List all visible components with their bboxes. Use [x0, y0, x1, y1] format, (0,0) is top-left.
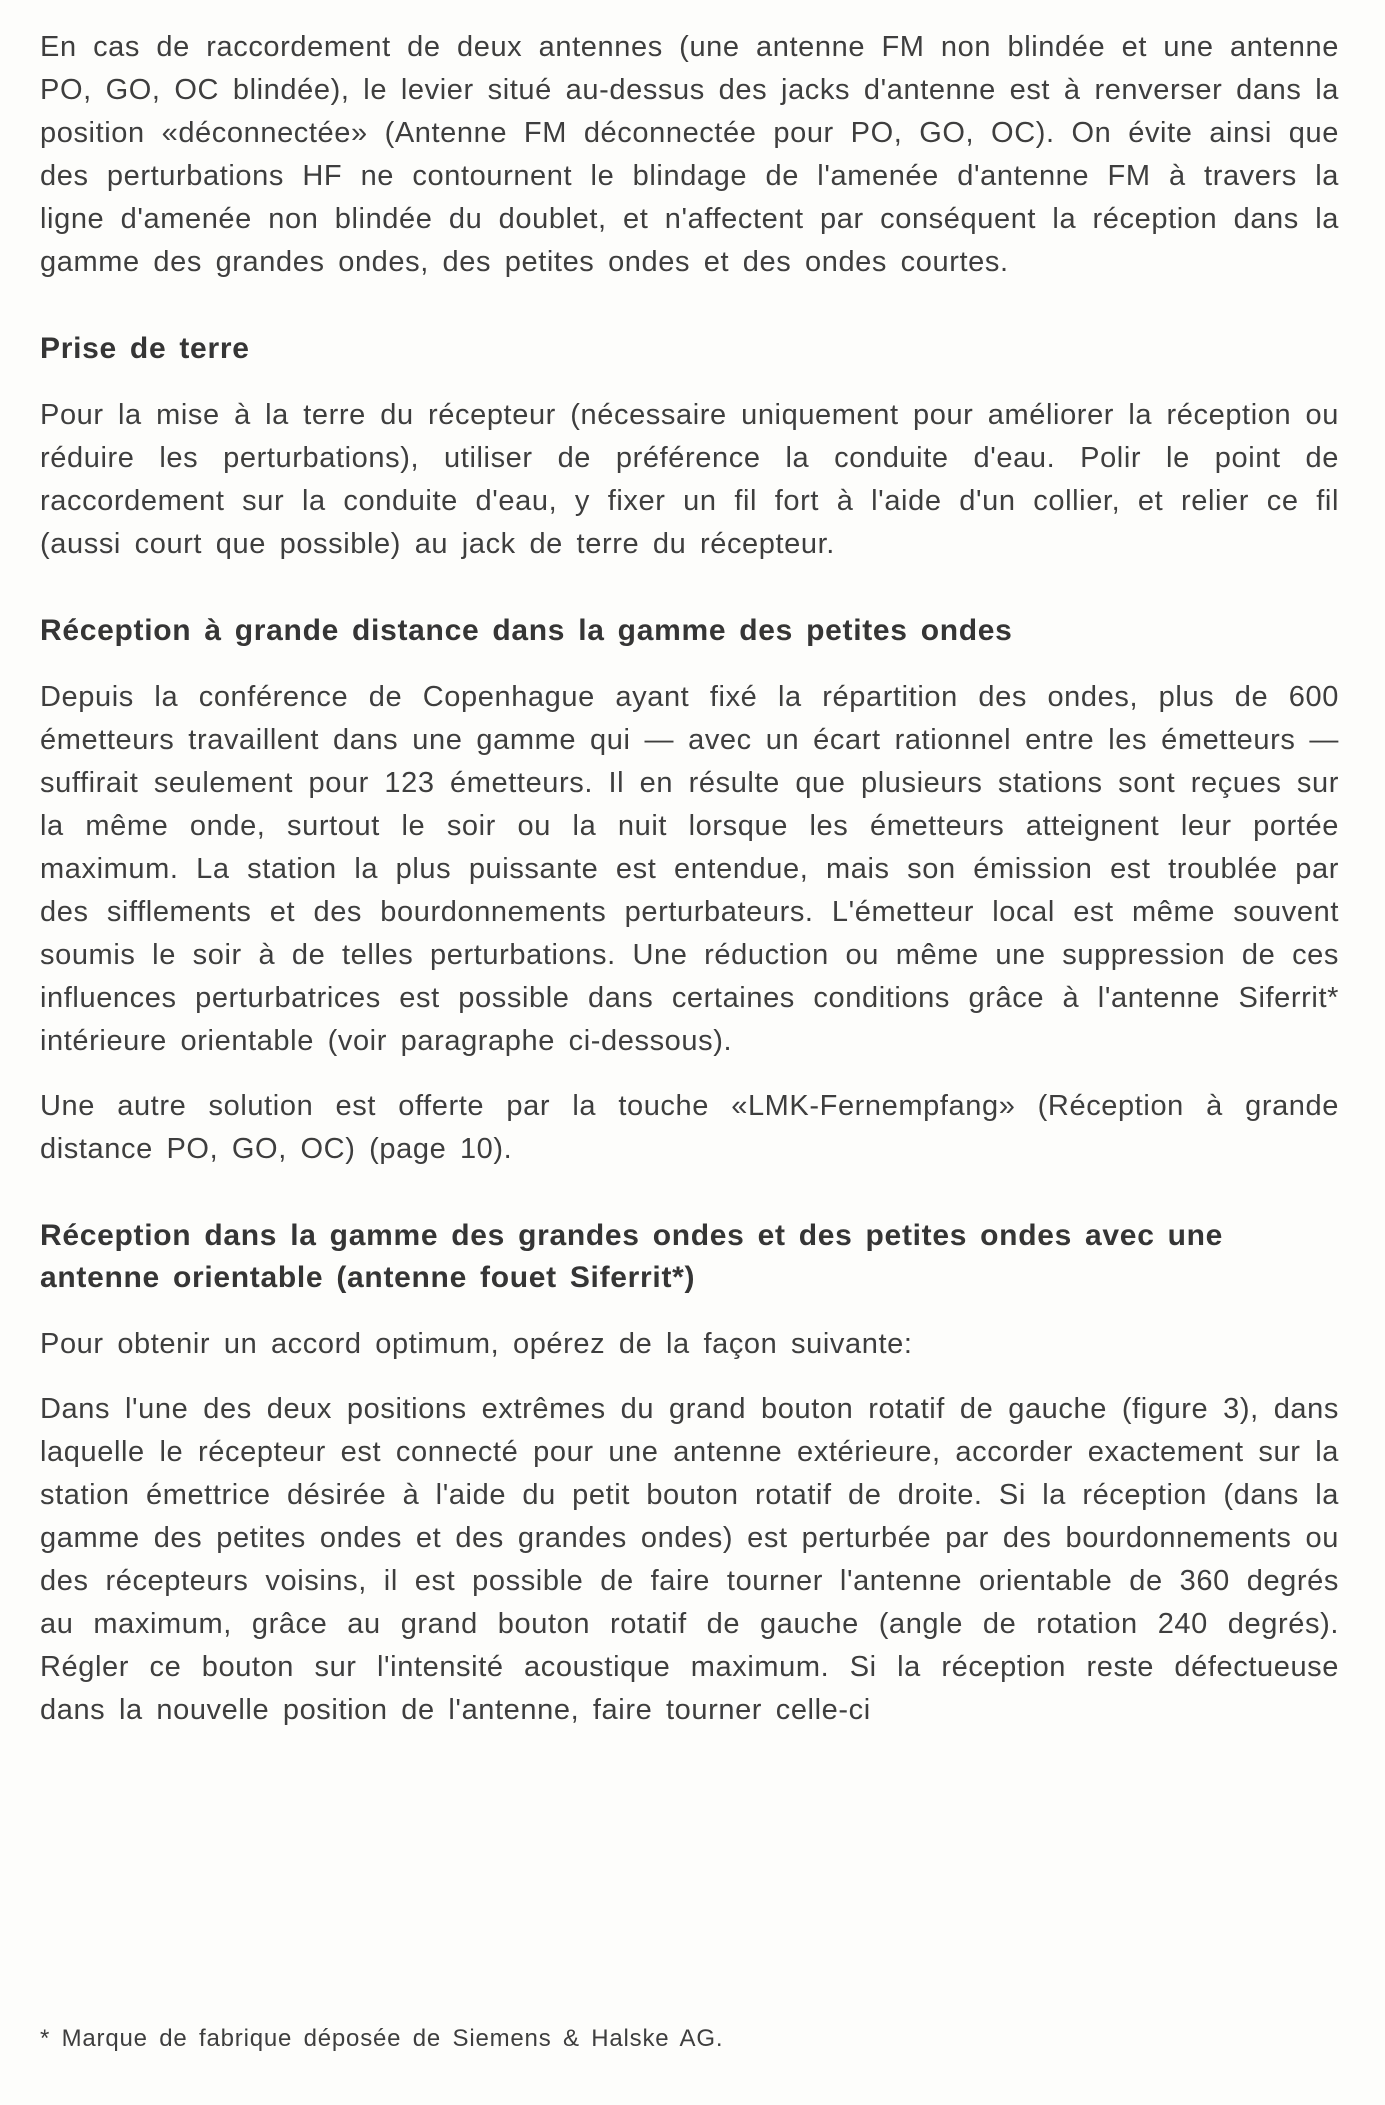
section-heading-reception-grande-distance: Réception à grande distance dans la gamme des petites ondes [40, 614, 1013, 647]
section-heading-reception-antenne-orientable: Réception dans la gamme des grandes ondes et des petites ondes avec une antenne orientable (antenne fouet Siferrit*) [40, 1219, 1224, 1294]
paragraph-accord-optimum-intro: Pour obtenir un accord optimum, opérez de la façon suivante: [40, 1328, 913, 1360]
paragraph-copenhague-conference: Depuis la conférence de Copenhague ayant fixé la répartition des ondes, plus de 600 émetteurs travaillent dans une gamme qui — avec un écart rationnel entre les émetteurs — suffirait seulement pour 123 émetteurs. Il en résulte que plusieurs stations sont reçues sur la même onde, surtout le soir ou la nuit lorsque les émetteurs atteignent leur portée maximum. La station la plus puissante est entendue, mais son émission est troublée par des sifflements et des bourdonnements perturbateurs. L'émetteur local est même souvent soumis le soir à de telles perturbations. Une réduction ou même une suppression de ces influences perturbatrices est possible dans certaines conditions grâce à l'antenne Siferrit* intérieure orientable (voir paragraphe ci-dessous). [40, 681, 1339, 1057]
paragraph-antenna-connection: En cas de raccordement de deux antennes (une antenne FM non blindée et une antenne PO, GO, OC blindée), le levier situé au-dessus des jacks d'antenne est à renverser dans la position «déconnectée» (Antenne FM déconnectée pour PO, GO, OC). On évite ainsi que des perturbations HF ne contournent le blindage de l'amenée d'antenne FM à travers la ligne d'amenée non blindée du doublet, et n'affectent par conséquent la réception dans la gamme des grandes ondes, des petites ondes et des ondes courtes. [40, 31, 1339, 278]
section-heading-prise-de-terre: Prise de terre [40, 332, 250, 365]
paragraph-rotary-knob-instructions: Dans l'une des deux positions extrêmes du grand bouton rotatif de gauche (figure 3), dans laquelle le récepteur est connecté pour une antenne extérieure, accorder exactement sur la station émettrice désirée à l'aide du petit bouton rotatif de droite. Si la réception (dans la gamme des petites ondes et des grandes ondes) est perturbée par des bourdonnements ou des récepteurs voisins, il est possible de faire tourner l'antenne orientable de 360 degrés au maximum, grâce au grand bouton rotatif de gauche (angle de rotation 240 degrés). Régler ce bouton sur l'intensité acoustique maximum. Si la réception reste défectueuse dans la nouvelle position de l'antenne, faire tourner celle-ci [40, 1393, 1339, 1726]
paragraph-lmk-fernempfang: Une autre solution est offerte par la touche «LMK-Fernempfang» (Réception à grande distance PO, GO, OC) (page 10). [40, 1090, 1339, 1165]
paragraph-grounding: Pour la mise à la terre du récepteur (nécessaire uniquement pour améliorer la réception ou réduire les perturbations), utiliser de préférence la conduite d'eau. Polir le point de raccordement sur la conduite d'eau, y fixer un fil fort à l'aide d'un collier, et relier ce fil (aussi court que possible) au jack de terre du récepteur. [40, 399, 1339, 560]
trademark-footnote: * Marque de fabrique déposée de Siemens & Halske AG. [40, 2025, 724, 2052]
